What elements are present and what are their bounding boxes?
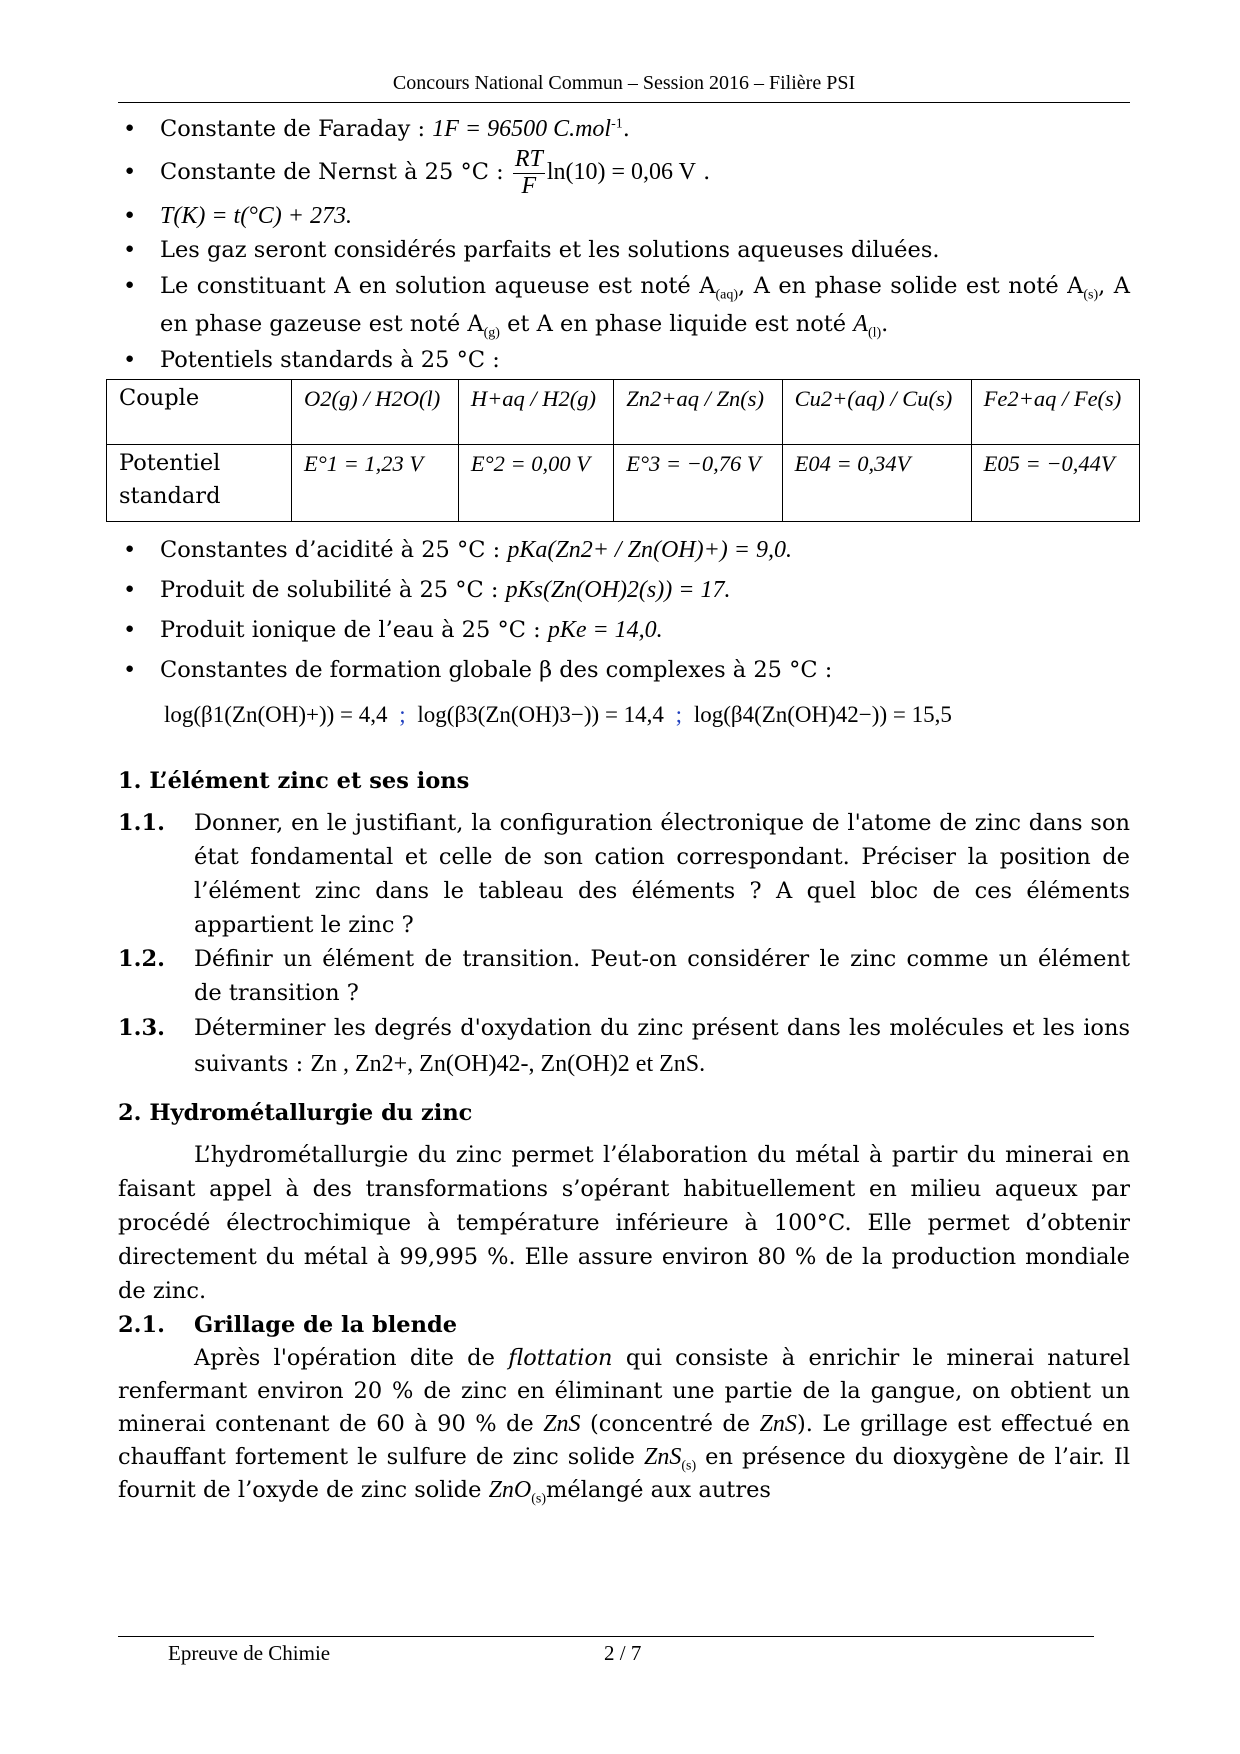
table-cell: Cu2+(aq) / Cu(s) bbox=[782, 379, 971, 444]
table-cell: O2(g) / H2O(l) bbox=[292, 379, 459, 444]
section-2-title: 2. Hydrométallurgie du zinc bbox=[118, 1099, 473, 1126]
subsection-2-1-title: 2.1. Grillage de la blende bbox=[118, 1311, 458, 1338]
solubility-product: • Produit de solubilité à 25 °C : pKs(Zn(OH)2(s)) = 17. bbox=[118, 570, 1130, 610]
subsection-2-1-paragraph: Après l'opération dite de flottation qui consiste à enrichir le minerai naturel renfermant environ 20 % de zinc en éliminant une partie de la gangue, on obtient un minerai contenant de 60 à 90 % de ZnS (concentré de ZnS). Le grillage est effectué en chauffant fortement le sulfure de zinc solide ZnS$_{(s)}$ en présence du dioxygène de l’air. Il fournit de l’oxyde de zinc solide ZnO$_{(s)}$mélangé aux autres bbox=[118, 1344, 1131, 1507]
question-1-1: 1.1. Donner, en le justifiant, la configuration électronique de l'atome de zinc dans son état fondamental et celle de son cation correspondant. Préciser la position de l’élément zinc dans le tableau des éléments ? A quel bloc de ces éléments appartient le zinc ? bbox=[118, 809, 1130, 938]
standard-potentials-table bbox=[106, 379, 1140, 522]
question-1-3: 1.3. Déterminer les degrés d'oxydation du zinc présent dans les molécules et les ions suivants : Zn , Zn2+, Zn(OH)42-, Zn(OH)2 et ZnS. bbox=[118, 1014, 1130, 1077]
formation-constants-values: log(β1(Zn(OH)+)) = 4,4 ; log(β3(Zn(OH)3−)) = 14,4 ; log(β4(Zn(OH)42−)) = 15,5 bbox=[164, 701, 952, 727]
table-cell: Zn2+aq / Zn(s) bbox=[614, 379, 782, 444]
table-cell: E04 = 0,34V bbox=[782, 444, 971, 521]
table-row-potentials bbox=[107, 444, 1140, 521]
nernst-constant: • Constante de Nernst à 25 °C : $\frac{RT}{F}$ ln(10) = 0,06 V . bbox=[118, 146, 1130, 199]
table-cell: E05 = −0,44V bbox=[971, 444, 1139, 521]
nernst-fraction: $\frac{RT}{F}$ bbox=[514, 146, 543, 199]
gas-note: • Les gaz seront considérés parfaits et les solutions aqueuses diluées. bbox=[118, 233, 1130, 267]
section-2-intro: L’hydrométallurgie du zinc permet l’élaboration du métal à partir du minerai en faisant appel à des transformations s’opérant habituellement en milieu aqueux par procédé électrochimique à température inférieure à 100°C. Elle permet d’obtenir directement du métal à 99,995 %. Elle assure environ 80 % de la production mondiale de zinc. bbox=[118, 1141, 1130, 1304]
footer-subject: Epreuve de Chimie bbox=[168, 1641, 331, 1665]
page-content bbox=[118, 112, 1130, 1507]
header-title: Concours National Commun – Session 2016 – Filière PSI bbox=[392, 72, 856, 94]
temperature-relation: • T(K) = t(°C) + 273. bbox=[118, 199, 1130, 233]
section-1-title: 1. L’élément zinc et ses ions bbox=[118, 767, 470, 794]
potentials-label: • Potentiels standards à 25 °C : bbox=[118, 343, 1130, 377]
table-cell: Fe2+aq / Fe(s) bbox=[971, 379, 1139, 444]
formation-constants: • Constantes de formation globale β des complexes à 25 °C : bbox=[118, 650, 1130, 690]
table-header-potential: Potentiel standard bbox=[107, 444, 292, 521]
table-cell: E°1 = 1,23 V bbox=[292, 444, 459, 521]
footer-page-number: 2 / 7 bbox=[604, 1641, 642, 1665]
acidity-constant: • Constantes d’acidité à 25 °C : pKa(Zn2+ / Zn(OH)+) = 9,0. bbox=[118, 530, 1130, 570]
faraday-constant: • Constante de Faraday : 1F = 96500 C.mol$^{-1}$. bbox=[118, 112, 1130, 146]
ionic-product: • Produit ionique de l’eau à 25 °C : pKe = 14,0. bbox=[118, 610, 1130, 650]
page-header bbox=[118, 70, 1130, 103]
table-cell: E°2 = 0,00 V bbox=[458, 444, 613, 521]
page-footer bbox=[118, 1636, 1094, 1677]
table-row-couples bbox=[107, 379, 1140, 444]
table-cell: H+aq / H2(g) bbox=[458, 379, 613, 444]
table-header-couple: Couple bbox=[107, 379, 292, 444]
question-1-2: 1.2. Définir un élément de transition. Peut-on considérer le zinc comme un élément de transition ? bbox=[118, 945, 1130, 1006]
constituent-notation: • Le constituant A en solution aqueuse est noté $A_{(aq)}$, A en phase solide est noté $A_{(s)}$, A en phase gazeuse est noté $A_{(g)}$ et A en phase liquide est noté $A_{(l)}$. bbox=[118, 267, 1130, 343]
table-cell: E°3 = −0,76 V bbox=[614, 444, 782, 521]
